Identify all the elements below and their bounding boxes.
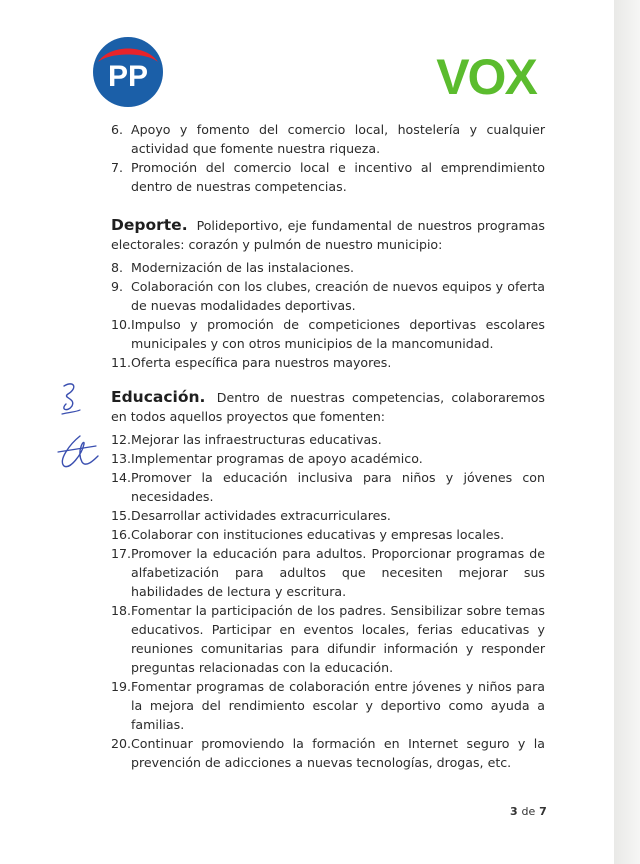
list-item-number: 10.: [111, 317, 132, 332]
list-item-number: 12.: [111, 432, 132, 447]
list-item: [111, 677, 545, 734]
list-item-number: 17.: [111, 546, 132, 561]
list-educacion: [111, 430, 545, 772]
list-item: [111, 525, 545, 544]
list-item-text: Continuar promoviendo la formación en Internet seguro y la prevención de adicciones a nuevas tecnologías, drogas, etc.: [131, 736, 545, 770]
vox-logo-text: VOX: [436, 50, 536, 102]
list-item-number: 6.: [111, 122, 124, 137]
page-number: [510, 805, 547, 818]
list-item-text: Colaboración con los clubes, creación de nuevos equipos y oferta de nuevas modalidades deportivas.: [131, 279, 545, 313]
section-intro: [111, 388, 545, 426]
list-item-number: 20.: [111, 736, 132, 751]
list-item: [111, 120, 545, 158]
list-item-text: Fomentar programas de colaboración entre jóvenes y niños para la mejora del rendimiento escolar y deportivo como ayuda a familias.: [131, 679, 545, 732]
section-intro-text: Polideportivo, eje fundamental de nuestros programas electorales: corazón y pulmón de nuestro municipio:: [111, 218, 545, 252]
list-item-text: Promover la educación para adultos. Proporcionar programas de alfabetización para adultos que necesiten mejorar sus habilidades de lectura y escritura.: [131, 546, 545, 599]
list-item-number: 8.: [111, 260, 124, 275]
list-item: [111, 601, 545, 677]
list-item: [111, 430, 545, 449]
list-item-text: Oferta específica para nuestros mayores.: [131, 355, 392, 370]
list-item-text: Impulso y promoción de competiciones deportivas escolares municipales y con otros municipios de la mancomunidad.: [131, 317, 545, 351]
list-item: [111, 506, 545, 525]
list-item-number: 9.: [111, 279, 124, 294]
list-item-text: Desarrollar actividades extracurriculares.: [131, 508, 391, 523]
list-item-number: 19.: [111, 679, 132, 694]
section-heading-educacion: Educación.: [111, 388, 206, 406]
list-item: [111, 544, 545, 601]
list-item-number: 13.: [111, 451, 132, 466]
section-intro-text: Dentro de nuestras competencias, colaboraremos en todos aquellos proyectos que fomenten:: [111, 390, 545, 424]
section-intro: [111, 216, 545, 254]
list-item: [111, 734, 545, 772]
section-heading-deporte: Deporte.: [111, 216, 188, 234]
list-item-text: Apoyo y fomento del comercio local, hostelería y cualquier actividad que fomente nuestra riqueza.: [131, 122, 545, 156]
list-item-number: 7.: [111, 160, 124, 175]
document-body: [111, 120, 545, 772]
list-item: [111, 449, 545, 468]
list-item-number: 14.: [111, 470, 132, 485]
pp-logo: [92, 36, 164, 108]
list-item: [111, 315, 545, 353]
list-item-text: Fomentar la participación de los padres. Sensibilizar sobre temas educativos. Participar en eventos locales, ferias educativas y reuniones comunitarias para difundir información y responder preguntas relacionadas con la educación.: [131, 603, 545, 675]
list-item-text: Colaborar con instituciones educativas y empresas locales.: [131, 527, 505, 542]
list-deporte: [111, 258, 545, 372]
page-total: 7: [539, 805, 547, 818]
list-item-text: Promover la educación inclusiva para niños y jóvenes con necesidades.: [131, 470, 545, 504]
list-item: [111, 258, 545, 277]
list-item: [111, 158, 545, 196]
section-deporte: [111, 216, 545, 372]
list-item-number: 15.: [111, 508, 132, 523]
page-separator: de: [521, 805, 536, 818]
list-item: [111, 277, 545, 315]
list-item-number: 16.: [111, 527, 132, 542]
list-item-number: 18.: [111, 603, 132, 618]
section-educacion: [111, 388, 545, 772]
list-item-text: Implementar programas de apoyo académico.: [131, 451, 423, 466]
list-item-text: Promoción del comercio local e incentivo al emprendimiento dentro de nuestras competencias.: [131, 160, 545, 194]
list-item-text: Mejorar las infraestructuras educativas.: [131, 432, 382, 447]
list-top: [111, 120, 545, 196]
list-item-number: 11.: [111, 355, 132, 370]
list-item-text: Modernización de las instalaciones.: [131, 260, 355, 275]
handwritten-initials-signature: [52, 378, 100, 474]
page-current: 3: [510, 805, 518, 818]
list-item: [111, 353, 545, 372]
scan-edge: [614, 0, 640, 864]
list-item: [111, 468, 545, 506]
pp-logo-text: PP: [107, 60, 149, 93]
vox-logo: [430, 50, 542, 102]
